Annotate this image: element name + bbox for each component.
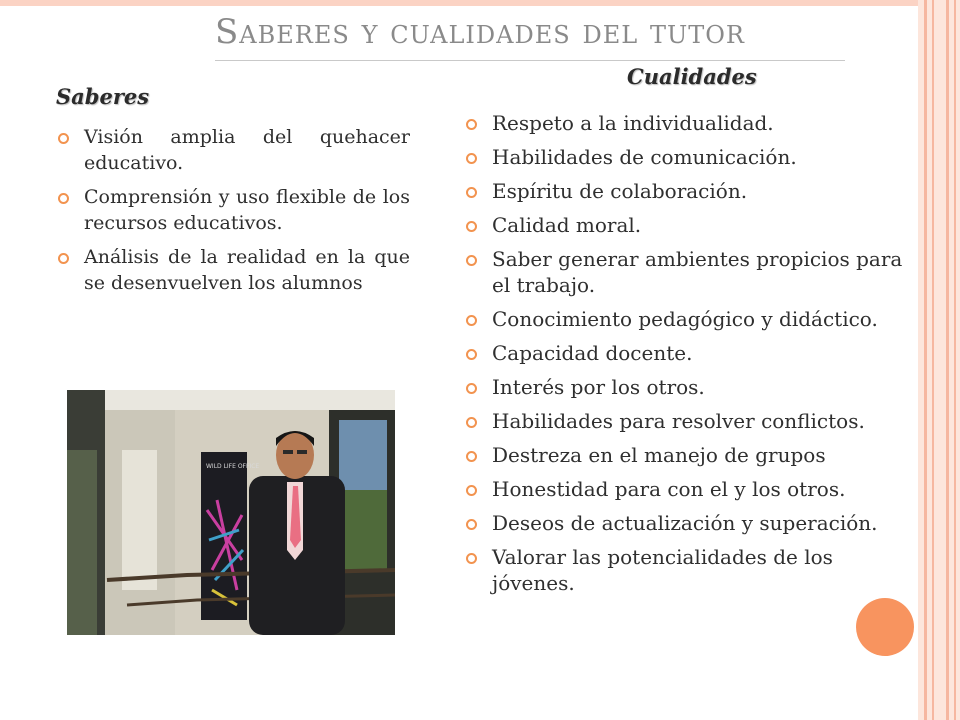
list-item — [462, 340, 912, 366]
saberes-list — [54, 124, 410, 304]
bullet-icon — [466, 221, 477, 232]
list-item — [54, 124, 410, 176]
list-item — [462, 374, 912, 400]
list-item-text: Capacidad docente. — [492, 341, 693, 365]
list-item-text: Análisis de la realidad en la que se desenvuelven los alumnos — [84, 246, 410, 294]
bullet-icon — [58, 193, 69, 204]
bullet-icon — [466, 451, 477, 462]
bullet-icon — [466, 187, 477, 198]
rail-line — [924, 0, 927, 720]
list-item — [54, 184, 410, 236]
list-item-text: Conocimiento pedagógico y didáctico. — [492, 307, 878, 331]
list-item — [462, 110, 912, 136]
list-item-text: Destreza en el manejo de grupos — [492, 443, 826, 467]
bullet-icon — [466, 315, 477, 326]
list-item — [54, 244, 410, 296]
bullet-icon — [466, 519, 477, 530]
list-item — [462, 476, 912, 502]
bullet-icon — [58, 253, 69, 264]
list-item — [462, 178, 912, 204]
bullet-icon — [58, 133, 69, 144]
list-item-text: Espíritu de colaboración. — [492, 179, 748, 203]
list-item-text: Habilidades para resolver conflictos. — [492, 409, 865, 433]
list-item-text: Valorar las potencialidades de los jóvenes. — [492, 545, 833, 595]
rail-line — [954, 0, 956, 720]
list-item — [462, 408, 912, 434]
list-item — [462, 544, 912, 596]
bullet-icon — [466, 417, 477, 428]
bullet-icon — [466, 383, 477, 394]
saberes-heading: Saberes — [56, 84, 150, 109]
list-item — [462, 510, 912, 536]
list-item-text: Respeto a la individualidad. — [492, 111, 774, 135]
list-item — [462, 246, 912, 298]
list-item-text: Habilidades de comunicación. — [492, 145, 797, 169]
list-item-text: Visión amplia del quehacer educativo. — [84, 126, 410, 174]
bullet-icon — [466, 153, 477, 164]
list-item-text: Interés por los otros. — [492, 375, 705, 399]
slide-title: Saberes y cualidades del tutor — [215, 12, 745, 52]
rail-line — [946, 0, 949, 720]
list-item-text: Honestidad para con el y los otros. — [492, 477, 846, 501]
bullet-icon — [466, 119, 477, 130]
poster-sign — [206, 463, 259, 470]
right-decorative-rail — [918, 0, 960, 720]
rail-line — [932, 0, 934, 720]
list-item — [462, 144, 912, 170]
list-item-text: Calidad moral. — [492, 213, 642, 237]
decorative-orange-circle — [856, 598, 914, 656]
list-item — [462, 306, 912, 332]
list-item — [462, 442, 912, 468]
bullet-icon — [466, 485, 477, 496]
list-item — [462, 212, 912, 238]
svg-text:WILD LIFE OFFICE: WILD LIFE OFFICE — [206, 463, 260, 470]
list-item-text: Deseos de actualización y superación. — [492, 511, 878, 535]
title-bar — [0, 0, 918, 6]
cualidades-list — [462, 110, 912, 604]
bullet-icon — [466, 349, 477, 360]
bullet-icon — [466, 553, 477, 564]
list-item-text: Comprensión y uso flexible de los recursos educativos. — [84, 186, 410, 234]
bullet-icon — [466, 255, 477, 266]
title-underline — [215, 60, 845, 61]
tutor-photo — [67, 390, 395, 635]
cualidades-heading: Cualidades — [627, 64, 757, 89]
list-item-text: Saber generar ambientes propicios para el trabajo. — [492, 247, 903, 297]
